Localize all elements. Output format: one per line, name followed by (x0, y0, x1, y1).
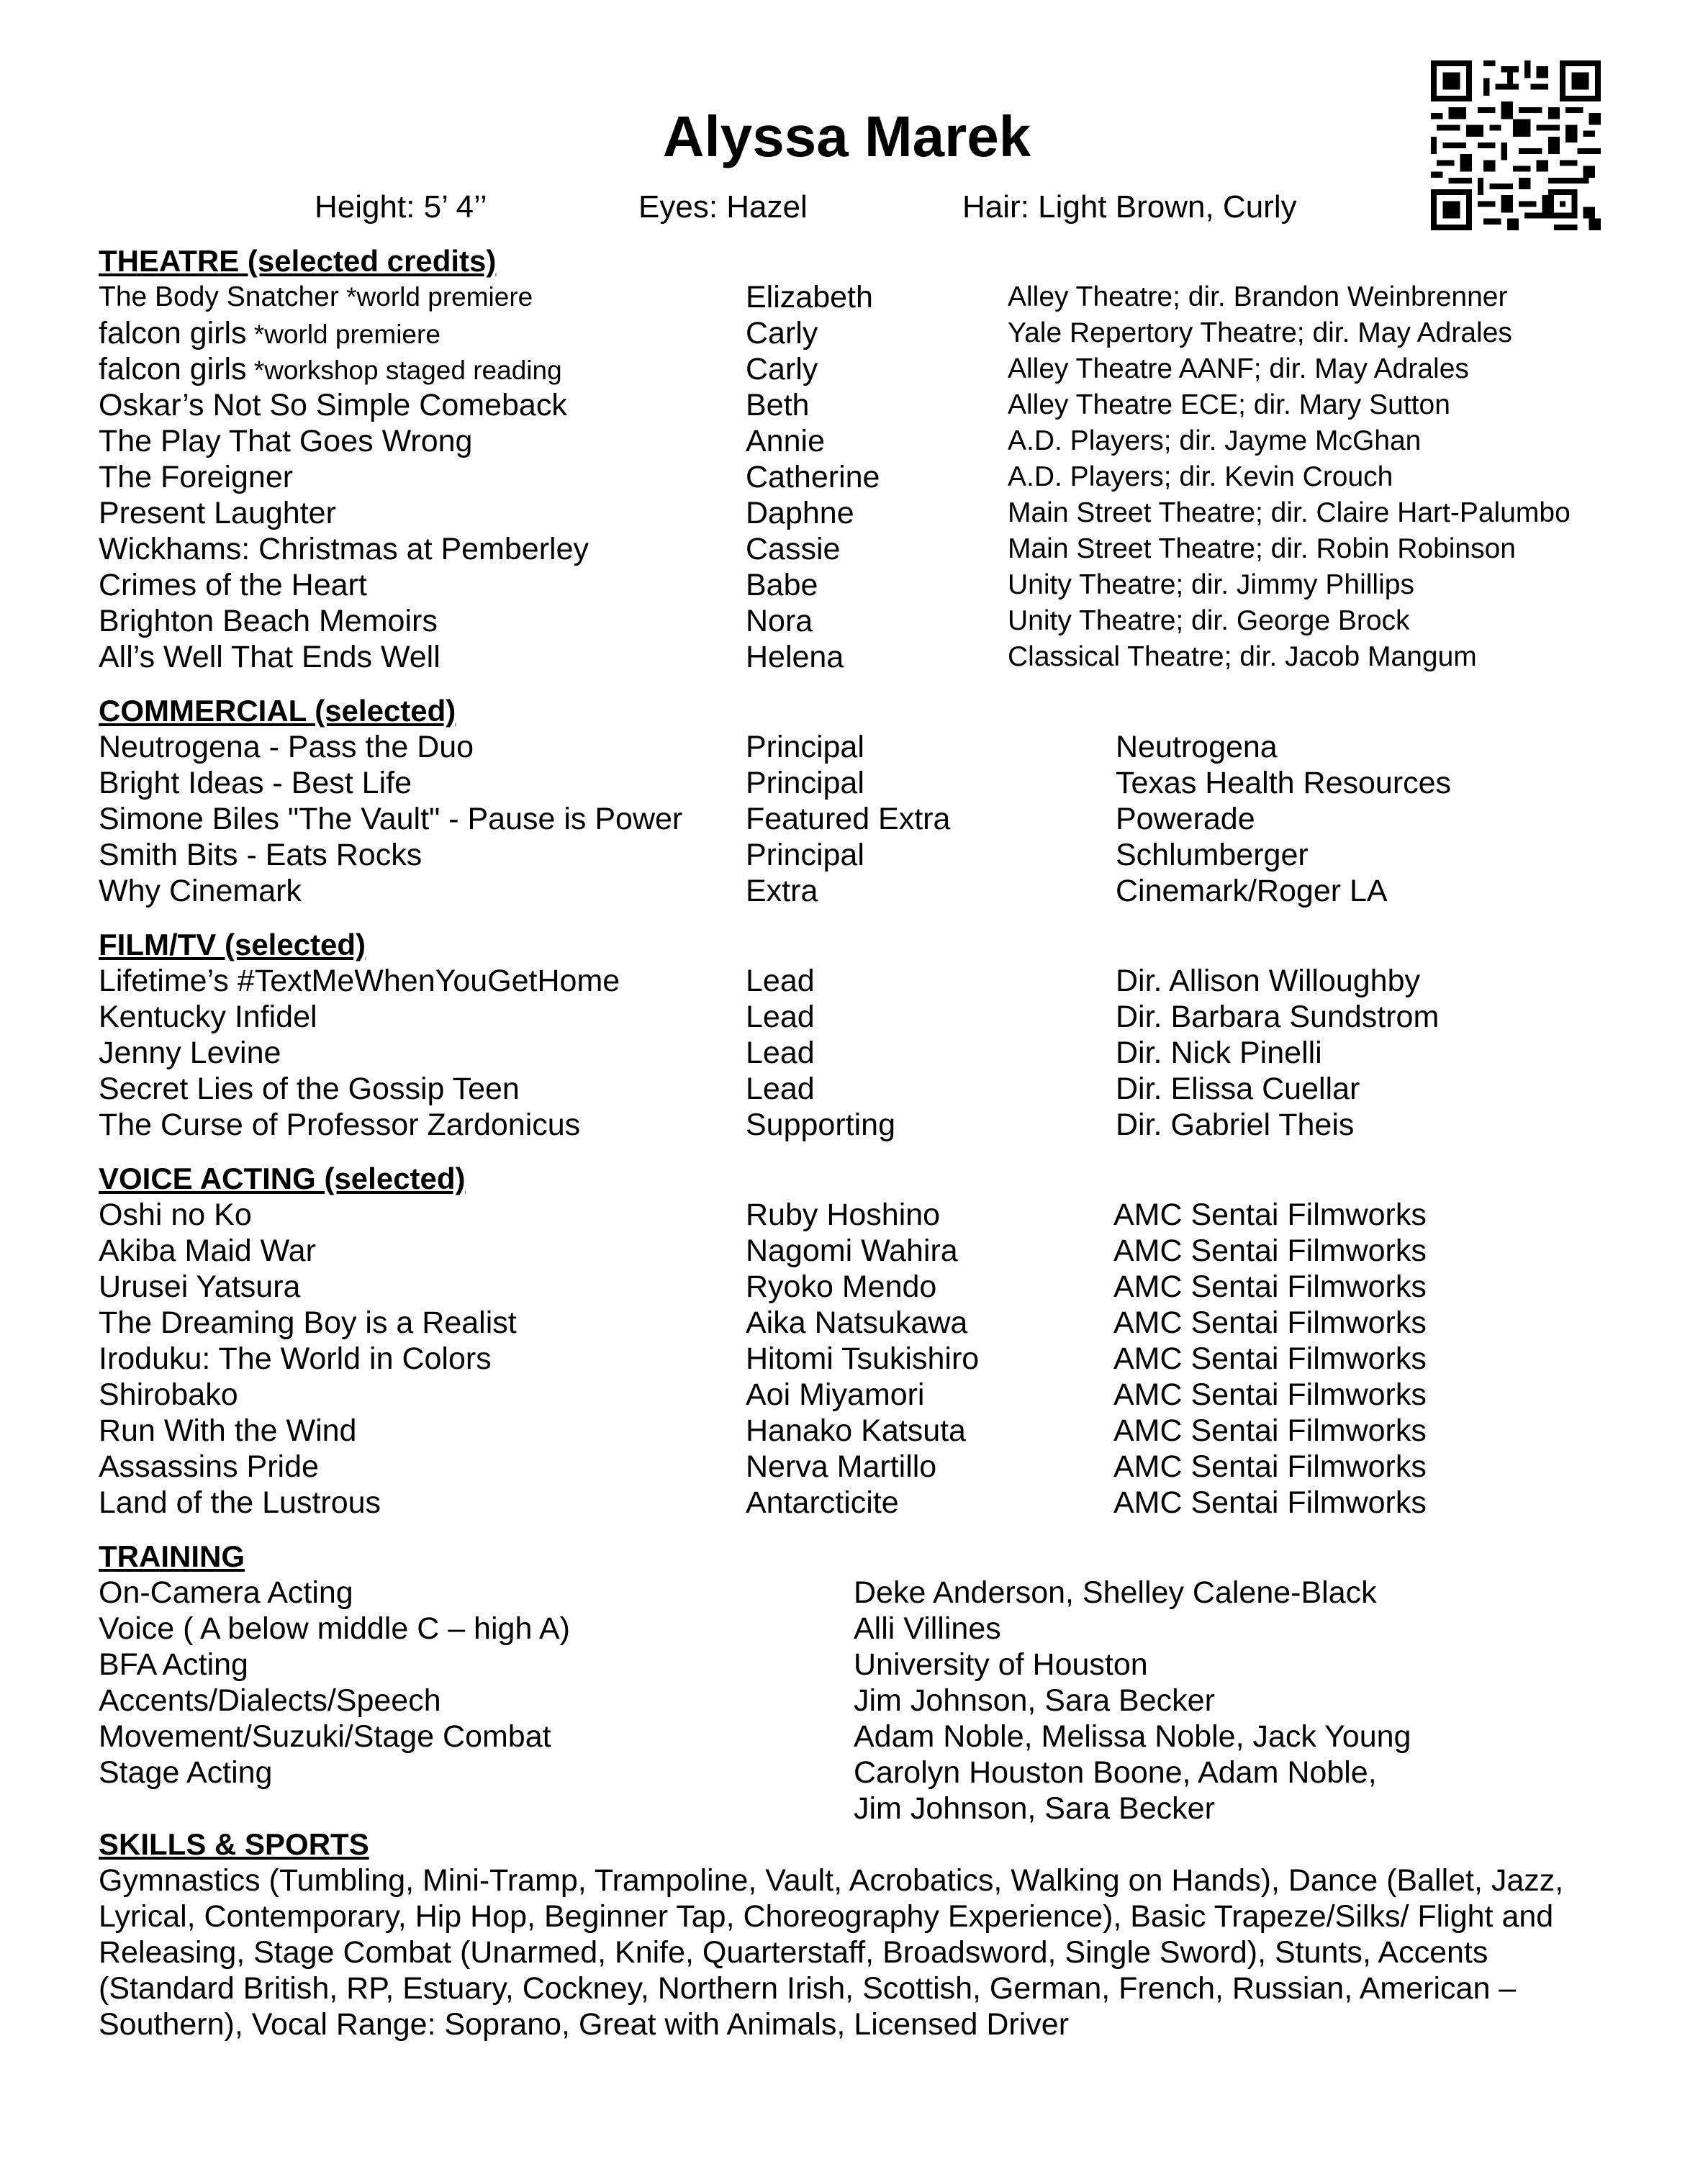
training-teacher: University of Houston (854, 1647, 1148, 1682)
theatre-show: The Foreigner (99, 460, 294, 494)
voice-studio: AMC Sentai Filmworks (1113, 1413, 1427, 1448)
theatre-role: Carly (746, 316, 818, 350)
commercial-client: Texas Health Resources (1116, 766, 1452, 800)
theatre-role: Nora (746, 604, 813, 638)
film-title: Jenny Levine (99, 1036, 281, 1070)
film-director: Dir. Barbara Sundstrom (1116, 1000, 1440, 1034)
training-teacher: Deke Anderson, Shelley Calene-Black (854, 1575, 1377, 1610)
voice-role: Ruby Hoshino (746, 1198, 941, 1232)
training-subject: Stage Acting (99, 1755, 273, 1790)
film-director: Dir. Gabriel Theis (1116, 1108, 1355, 1142)
commercial-title: Smith Bits - Eats Rocks (99, 838, 423, 872)
theatre-venue: Alley Theatre AANF; dir. May Adrales (1008, 353, 1469, 384)
commercial-title: Why Cinemark (99, 874, 302, 908)
resume-name: Alyssa Marek (662, 104, 1031, 168)
commercial-client: Neutrogena (1116, 730, 1278, 764)
voice-studio: AMC Sentai Filmworks (1113, 1485, 1427, 1520)
theatre-role: Babe (746, 568, 818, 602)
commercial-role: Extra (746, 874, 818, 908)
theatre-venue: Alley Theatre ECE; dir. Mary Sutton (1008, 389, 1450, 420)
voice-role: Aika Natsukawa (746, 1305, 968, 1340)
theatre-role: Annie (746, 424, 825, 458)
training-heading: TRAINING (99, 1539, 245, 1573)
theatre-venue: Classical Theatre; dir. Jacob Mangum (1008, 641, 1477, 672)
film-role: Lead (746, 964, 815, 998)
voice-title: Shirobako (99, 1377, 238, 1412)
theatre-show: falcon girls *workshop staged reading (99, 352, 562, 386)
film-title: Lifetime’s #TextMeWhenYouGetHome (99, 964, 620, 998)
theatre-role: Cassie (746, 532, 841, 566)
theatre-venue: Alley Theatre; dir. Brandon Weinbrenner (1008, 281, 1508, 312)
theatre-show: Crimes of the Heart (99, 568, 367, 602)
commercial-role: Principal (746, 766, 864, 800)
commercial-title: Simone Biles "The Vault" - Pause is Power (99, 802, 683, 836)
commercial-role: Principal (746, 730, 864, 764)
commercial-heading: COMMERCIAL (selected) (99, 694, 456, 728)
voice-studio: AMC Sentai Filmworks (1113, 1198, 1427, 1232)
training-subject: BFA Acting (99, 1647, 248, 1682)
film-role: Lead (746, 1000, 815, 1034)
training-subject: Accents/Dialects/Speech (99, 1683, 441, 1718)
voice-role: Aoi Miyamori (746, 1377, 925, 1412)
voice-studio: AMC Sentai Filmworks (1113, 1305, 1427, 1340)
voice-studio: AMC Sentai Filmworks (1113, 1341, 1427, 1376)
theatre-role: Elizabeth (746, 280, 873, 314)
voice-title: Urusei Yatsura (99, 1269, 301, 1304)
voice-studio: AMC Sentai Filmworks (1113, 1377, 1427, 1412)
commercial-title: Bright Ideas - Best Life (99, 766, 412, 800)
theatre-venue: Main Street Theatre; dir. Claire Hart-Palumbo (1008, 497, 1571, 528)
commercial-client: Schlumberger (1116, 838, 1309, 872)
hair-stat: Hair: Light Brown, Curly (962, 189, 1297, 225)
commercial-client: Cinemark/Roger LA (1116, 874, 1388, 908)
theatre-role: Daphne (746, 496, 854, 530)
voice-role: Nagomi Wahira (746, 1234, 958, 1268)
voice-studio: AMC Sentai Filmworks (1113, 1234, 1427, 1268)
training-subject: Movement/Suzuki/Stage Combat (99, 1719, 551, 1754)
commercial-role: Featured Extra (746, 802, 951, 836)
film-director: Dir. Allison Willoughby (1116, 964, 1421, 998)
commercial-client: Powerade (1116, 802, 1255, 836)
theatre-role: Catherine (746, 460, 880, 494)
theatre-show: falcon girls *world premiere (99, 316, 440, 350)
voice-title: The Dreaming Boy is a Realist (99, 1305, 517, 1340)
voice-title: Akiba Maid War (99, 1234, 316, 1268)
commercial-title: Neutrogena - Pass the Duo (99, 730, 474, 764)
theatre-role: Beth (746, 388, 810, 422)
voice-role: Hitomi Tsukishiro (746, 1341, 980, 1376)
theatre-show: Brighton Beach Memoirs (99, 604, 438, 638)
film-role: Lead (746, 1036, 815, 1070)
theatre-show: All’s Well That Ends Well (99, 640, 440, 674)
film-title: The Curse of Professor Zardonicus (99, 1108, 581, 1142)
theatre-heading: THEATRE (selected credits) (99, 244, 497, 278)
film-title: Secret Lies of the Gossip Teen (99, 1072, 520, 1106)
skills-heading: SKILLS & SPORTS (99, 1827, 369, 1861)
theatre-role: Carly (746, 352, 818, 386)
theatre-venue: Yale Repertory Theatre; dir. May Adrales (1008, 317, 1512, 348)
theatre-venue: A.D. Players; dir. Kevin Crouch (1008, 461, 1393, 492)
film-title: Kentucky Infidel (99, 1000, 317, 1034)
qr-code-icon (1431, 60, 1601, 230)
theatre-role: Helena (746, 640, 844, 674)
theatre-show: Oskar’s Not So Simple Comeback (99, 388, 567, 422)
voice-studio: AMC Sentai Filmworks (1113, 1269, 1427, 1304)
training-subject: Voice ( A below middle C – high A) (99, 1611, 570, 1646)
training-teacher: Alli Villines (854, 1611, 1001, 1646)
voice-role: Antarcticite (746, 1485, 899, 1520)
voice-title: Iroduku: The World in Colors (99, 1341, 492, 1376)
film-director: Dir. Nick Pinelli (1116, 1036, 1322, 1070)
voice-role: Ryoko Mendo (746, 1269, 937, 1304)
height-stat: Height: 5’ 4’’ (315, 189, 487, 225)
commercial-role: Principal (746, 838, 864, 872)
theatre-venue: A.D. Players; dir. Jayme McGhan (1008, 425, 1422, 456)
skills-paragraph: Gymnastics (Tumbling, Mini-Tramp, Trampoline, Vault, Acrobatics, Walking on Hands), Dance (Ballet, Jazz, Lyrical, Contemporary, Hip Hop, Beginner Tap, Choreography Experience), Basic Trapeze/Silks/ Flight and Releasing, Stage Combat (Unarmed, Knife, Quarterstaff, Broadsword, Single Sword), Stunts, Accents (Standard British, RP, Estuary, Cockney, Northern Irish, Scottish, German, French, Russian, American – Southern), Vocal Range: Soprano, Great with Animals, Licensed Driver (99, 1863, 1564, 2042)
training-subject: On-Camera Acting (99, 1575, 353, 1610)
training-teacher: Adam Noble, Melissa Noble, Jack Young (854, 1719, 1411, 1754)
training-teacher: Jim Johnson, Sara Becker (854, 1683, 1215, 1718)
film-director: Dir. Elissa Cuellar (1116, 1072, 1360, 1106)
film-heading: FILM/TV (selected) (99, 928, 366, 961)
voice-title: Run With the Wind (99, 1413, 357, 1448)
film-role: Lead (746, 1072, 815, 1106)
theatre-venue: Unity Theatre; dir. George Brock (1008, 605, 1410, 636)
theatre-venue: Main Street Theatre; dir. Robin Robinson (1008, 533, 1516, 564)
voice-title: Assassins Pride (99, 1449, 319, 1484)
voice-role: Hanako Katsuta (746, 1413, 966, 1448)
voice-studio: AMC Sentai Filmworks (1113, 1449, 1427, 1484)
training-teacher: Jim Johnson, Sara Becker (854, 1791, 1215, 1826)
theatre-show: Wickhams: Christmas at Pemberley (99, 532, 589, 566)
eyes-stat: Eyes: Hazel (638, 189, 808, 225)
training-teacher: Carolyn Houston Boone, Adam Noble, (854, 1755, 1377, 1790)
theatre-show: The Body Snatcher *world premiere (99, 281, 533, 312)
voice-title: Oshi no Ko (99, 1198, 252, 1232)
voice-title: Land of the Lustrous (99, 1485, 381, 1520)
theatre-venue: Unity Theatre; dir. Jimmy Phillips (1008, 569, 1414, 600)
theatre-show: The Play That Goes Wrong (99, 424, 473, 458)
theatre-show: Present Laughter (99, 496, 336, 530)
voice-role: Nerva Martillo (746, 1449, 937, 1484)
film-role: Supporting (746, 1108, 895, 1142)
voice-heading: VOICE ACTING (selected) (99, 1162, 466, 1195)
